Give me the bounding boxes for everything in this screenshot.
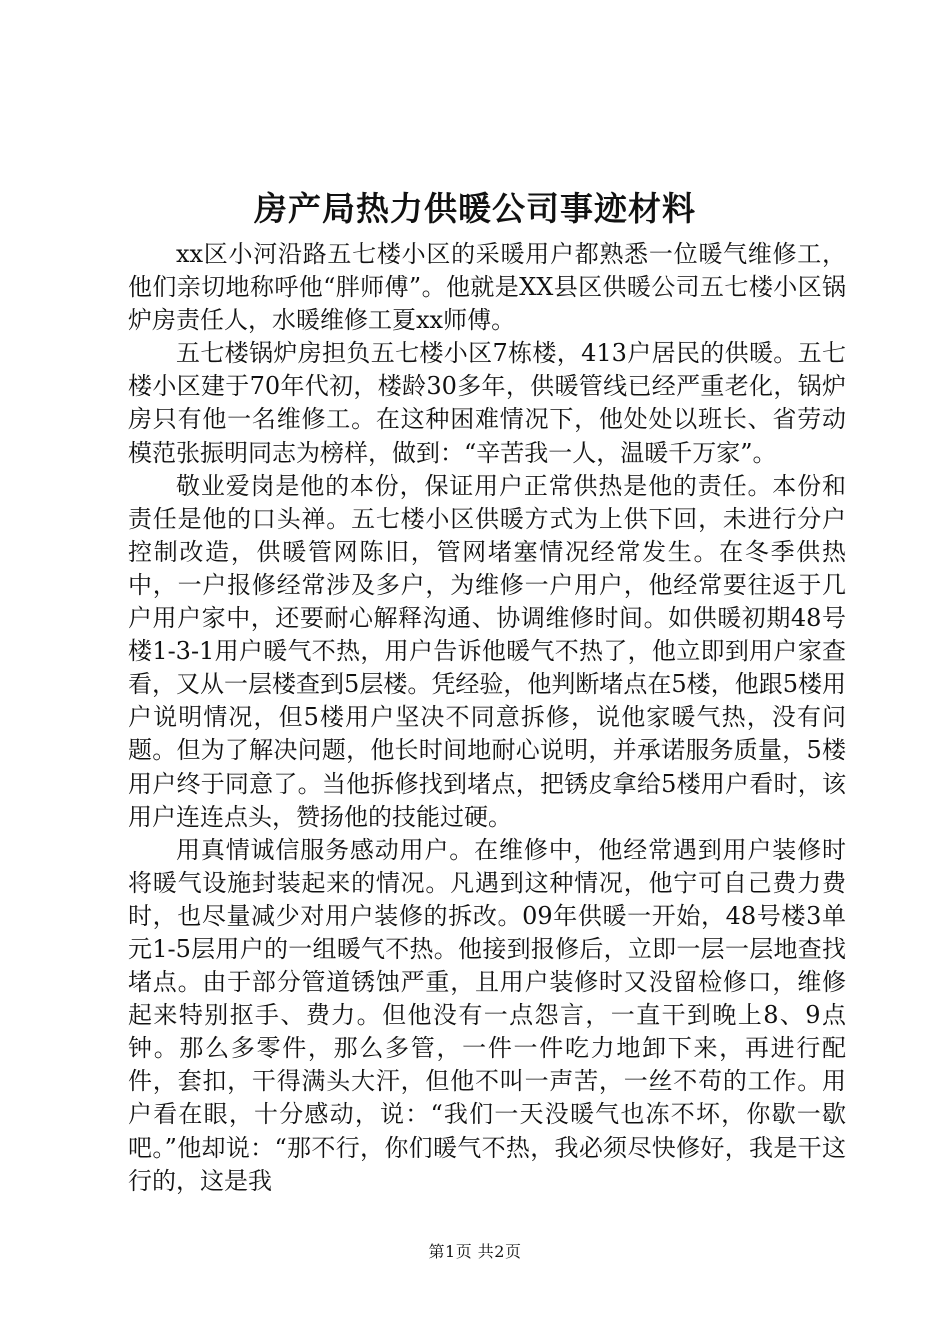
- page-footer: 第1页 共2页: [428, 1242, 522, 1261]
- paragraph-1: xx区小河沿路五七楼小区的采暖用户都熟悉一位暖气维修工，他们亲切地称呼他“胖师傅”。他就是XX县区供暖公司五七楼小区锅炉房责任人，水暖维修工夏xx师傅。: [128, 240, 846, 335]
- paragraph-2: 五七楼锅炉房担负五七楼小区7栋楼，413户居民的供暖。五七楼小区建于70年代初，楼龄30多年，供暖管线已经严重老化，锅炉房只有他一名维修工。在这种困难情况下，他处处以班长、省劳动模范张振明同志为榜样，做到：“辛苦我一人，温暖千万家”。: [128, 339, 846, 467]
- paragraph-3: 敬业爱岗是他的本份，保证用户正常供热是他的责任。本份和责任是他的口头禅。五七楼小区供暖方式为上供下回，未进行分户控制改造，供暖管网陈旧，管网堵塞情况经常发生。在冬季供热中，一户报修经常涉及多户，为维修一户用户，他经常要往返于几户用户家中，还要耐心解释沟通、协调维修时间。如供暖初期48号楼1-3-1用户暖气不热，用户告诉他暖气不热了，他立即到用户家查看，又从一层楼查到5层楼。凭经验，他判断堵点在5楼，他跟5楼用户说明情况，但5楼用户坚决不同意拆修，说他家暖气热，没有问题。但为了解决问题，他长时间地耐心说明，并承诺服务质量，5楼用户终于同意了。当他拆修找到堵点，把锈皮拿给5楼用户看时，该用户连连点头，赞扬他的技能过硬。: [128, 471, 846, 831]
- paragraph-4: 用真情诚信服务感动用户。在维修中，他经常遇到用户装修时将暖气设施封装起来的情况。凡遇到这种情况，他宁可自己费力费时，也尽量减少对用户装修的拆改。09年供暖一开始，48号楼3单元1-5层用户的一组暖气不热。他接到报修后，立即一层一层地查找堵点。由于部分管道锈蚀严重，且用户装修时又没留检修口，维修起来特别抠手、费力。但他没有一点怨言，一直干到晚上8、9点钟。那么多零件，那么多管，一件一件吃力地卸下来，再进行配件，套扣，干得满头大汗，但他不叫一声苦，一丝不苟的工作。用户看在眼，十分感动，说：“我们一天没暖气也冻不坏，你歇一歇吧。”他却说：“那不行，你们暖气不热，我必须尽快修好，我是干这行的，这是我: [128, 835, 846, 1195]
- document-body: [128, 238, 846, 1198]
- document-title: 房产局热力供暖公司事迹材料: [254, 189, 696, 228]
